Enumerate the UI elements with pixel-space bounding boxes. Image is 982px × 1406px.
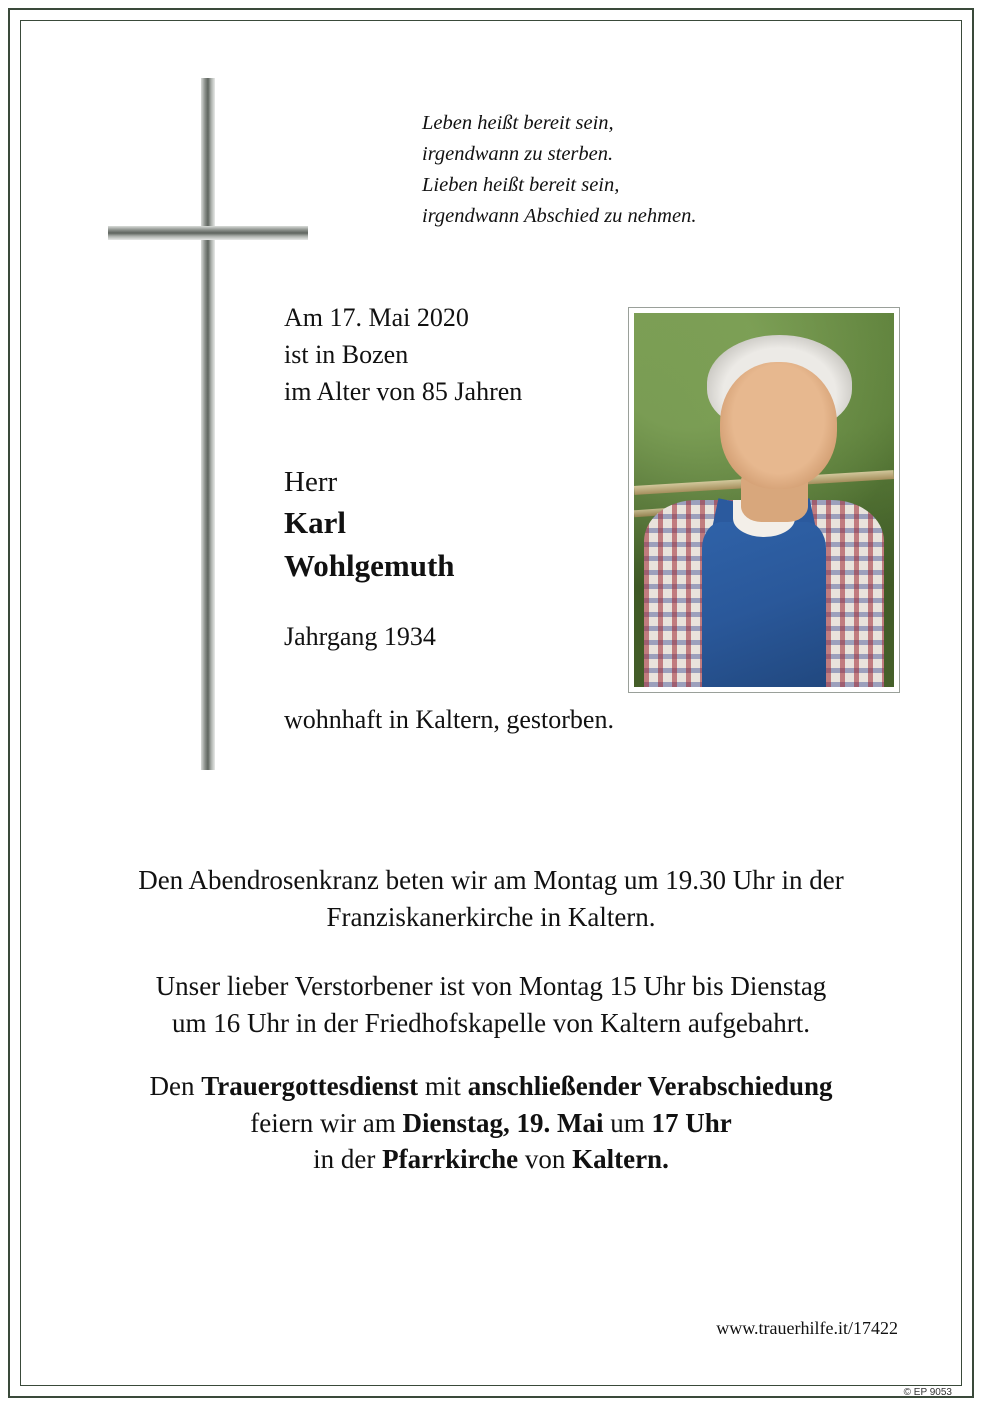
service-line-2 [50, 1105, 932, 1142]
service-line-3-part-d: Kaltern. [572, 1144, 669, 1175]
poem-block [422, 108, 882, 233]
death-place-line: ist in Bozen [284, 339, 409, 369]
poem-line-3: Lieben heißt bereit sein, [422, 174, 620, 197]
laying-out-paragraph [50, 968, 932, 1041]
service-line-1-part-a: Den [149, 1071, 202, 1101]
service-line-2-part-c: um [603, 1107, 652, 1138]
poem-line-1: Leben heißt bereit sein, [422, 112, 614, 134]
service-line-1 [50, 1068, 932, 1105]
death-details-block [284, 300, 614, 411]
copyright-notice: © EP 9053 [903, 1387, 952, 1398]
salutation: Herr [284, 466, 338, 498]
service-line-2-part-a: feiern wir am [250, 1107, 403, 1138]
deceased-name-block [284, 462, 624, 588]
service-line-3-part-b: Pfarrkirche [382, 1144, 519, 1175]
service-line-3-part-c: von [518, 1144, 573, 1175]
portrait-photo-frame [628, 307, 900, 693]
cross-horizontal-bar [108, 226, 308, 240]
portrait-photo [634, 313, 894, 687]
photo-apron [702, 522, 827, 687]
poem-line-4: irgendwann Abschied zu nehmen. [422, 205, 697, 228]
poem-line-2: irgendwann zu sterben. [422, 143, 614, 166]
last-name: Wohlgemuth [284, 547, 455, 583]
residence-line: wohnhaft in Kaltern, gestorben. [284, 705, 614, 734]
service-line-2-part-b: Dienstag, 19. Mai [402, 1107, 604, 1138]
death-age-line: im Alter von 85 Jahren [284, 376, 523, 406]
cross-vertical-bar [201, 78, 215, 770]
cross-icon [108, 78, 308, 778]
laying-out-line-1: Unser lieber Verstorbener ist von Montag 15 Uhr bis Dienstag [155, 971, 827, 1001]
photo-face [720, 362, 837, 489]
service-line-3-part-a: in der [313, 1144, 383, 1175]
service-line-1-part-d: anschließender Verabschiedung [467, 1071, 833, 1101]
rosary-paragraph [50, 862, 932, 935]
rosary-line-2: Franziskanerkirche in Kaltern. [326, 901, 656, 932]
death-date-line: Am 17. Mai 2020 [284, 303, 469, 332]
rosary-line-1: Den Abendrosenkranz beten wir am Montag um 19.30 Uhr in der [138, 865, 844, 895]
birth-year: Jahrgang 1934 [284, 622, 436, 651]
laying-out-line-2: um 16 Uhr in der Friedhofskapelle von Kaltern aufgebahrt. [171, 1007, 811, 1038]
source-url[interactable]: www.trauerhilfe.it/17422 [716, 1318, 898, 1338]
service-line-1-part-b: Trauergottesdienst [201, 1071, 419, 1101]
service-line-3 [50, 1141, 932, 1178]
service-paragraph [50, 1068, 932, 1178]
service-line-2-part-d: 17 Uhr [651, 1107, 732, 1138]
service-line-1-part-c: mit [418, 1071, 468, 1101]
first-name: Karl [284, 505, 346, 541]
